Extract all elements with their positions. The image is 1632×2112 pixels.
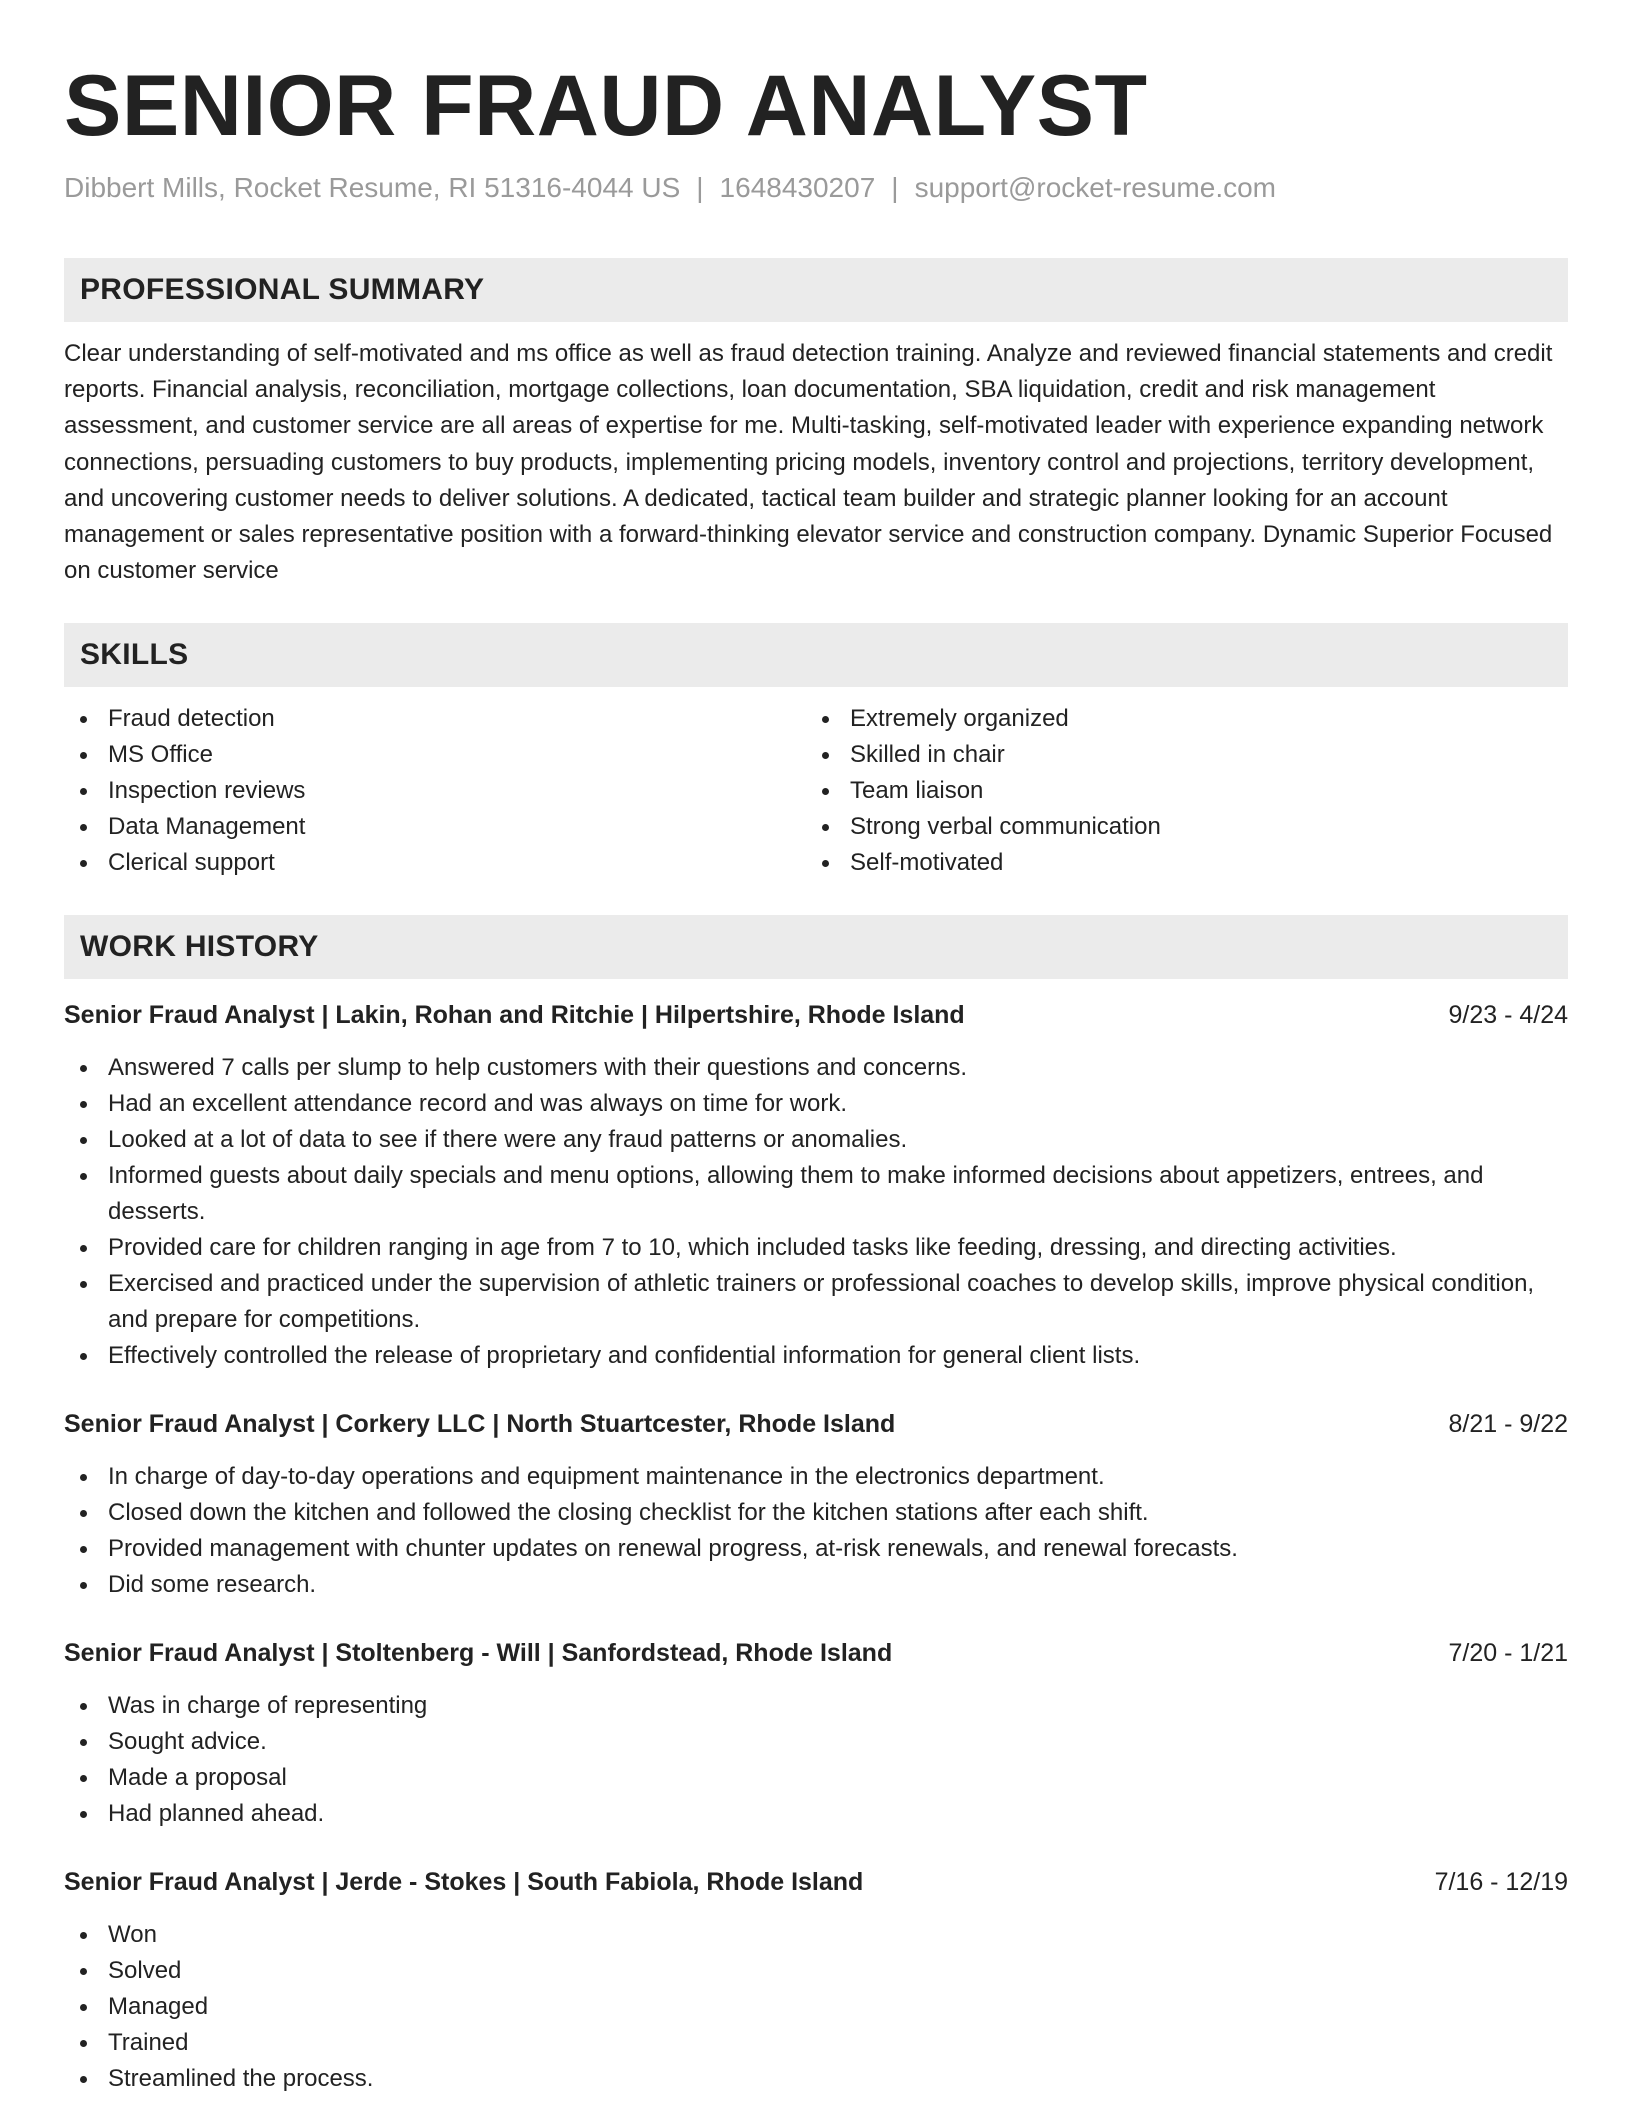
resume-title: SENIOR FRAUD ANALYST <box>64 58 1148 154</box>
job-bullet: Looked at a lot of data to see if there were any fraud patterns or anomalies. <box>64 1122 1568 1158</box>
skills-column-right <box>806 701 1548 881</box>
job-title: Senior Fraud Analyst | Corkery LLC | North Stuartcester, Rhode Island <box>64 1410 896 1439</box>
job-entry <box>64 1406 1568 1603</box>
job-bullet: Was in charge of representing <box>64 1688 1568 1724</box>
job-bullet: In charge of day-to-day operations and equipment maintenance in the electronics department. <box>64 1459 1568 1495</box>
job-title: Senior Fraud Analyst | Stoltenberg - Will | Sanfordstead, Rhode Island <box>64 1639 893 1668</box>
job-dates: 7/20 - 1/21 <box>1448 1639 1568 1668</box>
summary-text: Clear understanding of self-motivated and ms office as well as fraud detection training. Analyze and reviewed financial statements and credit reports. Financial analysis, reconciliation, mortgage collections, loan documentation, SBA liquidation, credit and risk management assessment, and customer service are all areas of expertise for me. Multi-tasking, self-motivated leader with experience expanding network connections, persuading customers to buy products, implementing pricing models, inventory control and projections, territory development, and uncovering customer needs to deliver solutions. A dedicated, tactical team builder and strategic planner looking for an account management or sales representative position with a forward-thinking elevator service and construction company. Dynamic Superior Focused on customer service <box>64 340 1553 585</box>
job-bullet: Had planned ahead. <box>64 1796 1568 1832</box>
skill-item: MS Office <box>64 737 806 773</box>
skill-item: Data Management <box>64 809 806 845</box>
work-history-heading: WORK HISTORY <box>64 915 1568 979</box>
skills-column-left <box>64 701 806 881</box>
job-bullet: Trained <box>64 2025 1568 2061</box>
job-bullet: Managed <box>64 1989 1568 2025</box>
job-dates: 8/21 - 9/22 <box>1448 1410 1568 1439</box>
contact-separator: | <box>696 172 704 203</box>
job-bullet: Made a proposal <box>64 1760 1568 1796</box>
job-entry <box>64 1864 1568 2097</box>
contact-separator: | <box>891 172 899 203</box>
skill-item: Extremely organized <box>806 701 1548 737</box>
contact-line <box>64 170 1568 206</box>
skills-list <box>64 701 1568 881</box>
job-bullet: Provided management with chunter updates on renewal progress, at-risk renewals, and renewal forecasts. <box>64 1531 1568 1567</box>
skill-item: Fraud detection <box>64 701 806 737</box>
skill-item: Skilled in chair <box>806 737 1548 773</box>
job-title: Senior Fraud Analyst | Jerde - Stokes | South Fabiola, Rhode Island <box>64 1868 864 1897</box>
job-bullet: Provided care for children ranging in age from 7 to 10, which included tasks like feeding, dressing, and directing activities. <box>64 1230 1568 1266</box>
job-bullet: Exercised and practiced under the supervision of athletic trainers or professional coaches to develop skills, improve physical condition, and prepare for competitions. <box>64 1266 1568 1338</box>
skill-item: Self-motivated <box>806 845 1548 881</box>
job-entry <box>64 1635 1568 1832</box>
skills-heading: SKILLS <box>64 623 1568 687</box>
job-dates: 7/16 - 12/19 <box>1434 1868 1568 1897</box>
skill-item: Team liaison <box>806 773 1548 809</box>
job-entry <box>64 997 1568 1374</box>
job-bullet: Solved <box>64 1953 1568 1989</box>
contact-phone: 1648430207 <box>719 172 876 203</box>
summary-heading: PROFESSIONAL SUMMARY <box>64 258 1568 322</box>
skill-item: Strong verbal communication <box>806 809 1548 845</box>
job-title: Senior Fraud Analyst | Lakin, Rohan and Ritchie | Hilpertshire, Rhode Island <box>64 1001 965 1030</box>
skill-item: Inspection reviews <box>64 773 806 809</box>
job-bullet: Sought advice. <box>64 1724 1568 1760</box>
contact-address: Dibbert Mills, Rocket Resume, RI 51316-4044 US <box>64 172 681 203</box>
job-bullet: Informed guests about daily specials and menu options, allowing them to make informed decisions about appetizers, entrees, and desserts. <box>64 1158 1568 1230</box>
job-bullet: Effectively controlled the release of proprietary and confidential information for general client lists. <box>64 1338 1568 1374</box>
job-bullet: Did some research. <box>64 1567 1568 1603</box>
contact-email: support@rocket-resume.com <box>914 172 1276 203</box>
job-bullet: Closed down the kitchen and followed the closing checklist for the kitchen stations after each shift. <box>64 1495 1568 1531</box>
job-dates: 9/23 - 4/24 <box>1448 1001 1568 1030</box>
job-bullet: Streamlined the process. <box>64 2061 1568 2097</box>
job-bullet: Had an excellent attendance record and was always on time for work. <box>64 1086 1568 1122</box>
job-bullet: Answered 7 calls per slump to help customers with their questions and concerns. <box>64 1050 1568 1086</box>
job-bullet: Won <box>64 1917 1568 1953</box>
skill-item: Clerical support <box>64 845 806 881</box>
